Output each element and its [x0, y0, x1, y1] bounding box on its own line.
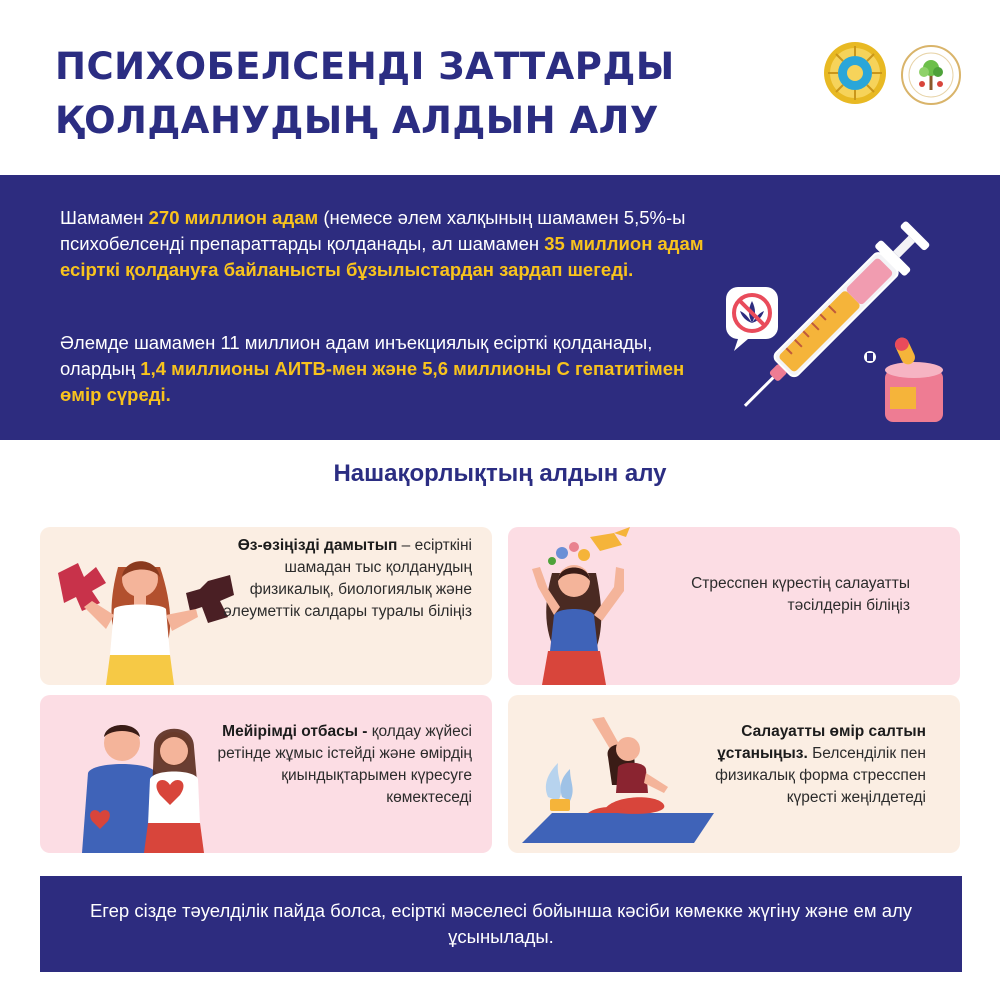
syringe-illustration — [720, 195, 970, 435]
card-self-development — [40, 527, 492, 685]
intro-paragraph-1: Шамамен 270 миллион адам (немесе әлем халқының шамамен 5,5%-ы психобелсенді препараттарды қолданады, ал шамамен 35 миллион адам есірткі қолдануға байланысты бұзылыстардан зардап шегеді. — [60, 207, 704, 280]
card-kind-family — [40, 695, 492, 853]
pill-jar-icon — [864, 335, 943, 422]
no-cannabis-icon — [726, 287, 778, 351]
couple-heart-illustration — [70, 713, 230, 853]
state-emblem-icon — [822, 40, 888, 106]
card-healthy-lifestyle — [508, 695, 960, 853]
intro-paragraph-2: Әлемде шамамен 11 миллион адам инъекциялық есірткі қолданады, олардың 1,4 миллионы АИТВ-мен және 5,6 миллионы С гепатитімен өмір сүреді. — [60, 332, 685, 405]
woman-watering-flowers-illustration — [514, 527, 654, 685]
health-center-logo-icon — [900, 44, 962, 106]
page-title — [55, 40, 675, 148]
footer-text: Егер сізде тәуелділік пайда болса, есірткі мәселесі бойынша кәсіби көмекке жүгіну және ем алу ұсынылады. — [89, 900, 913, 947]
title-line-2: ҚОЛДАНУДЫҢ АЛДЫН АЛУ — [55, 99, 659, 142]
title-line-1: ПСИХОБЕЛСЕНДІ ЗАТТАРДЫ — [55, 45, 675, 88]
card-self-development-text: Өз-өзіңізді дамытып – есірткіні шамадан тыс қолданудың физикалық, биологиялық және әлеуметтік салдары туралы біліңіз — [223, 537, 472, 620]
card-stress-coping — [508, 527, 960, 685]
card-stress-coping-text: Стресспен күрестің салауатты тәсілдерін біліңіз — [691, 575, 910, 614]
section-title: Нашақорлықтың алдын алу — [333, 460, 667, 487]
card-kind-family-text: Мейірімді отбасы - қолдау жүйесі ретінде жұмыс істейді және өмірдің қиындықтарымен күресуге көмектеседі — [217, 723, 472, 806]
card-healthy-lifestyle-text: Салауатты өмір салтын ұстаныңыз. Белсенділік пен физикалық форма стресспен күресті жеңілдетеді — [715, 723, 926, 806]
footer-banner — [40, 876, 962, 972]
